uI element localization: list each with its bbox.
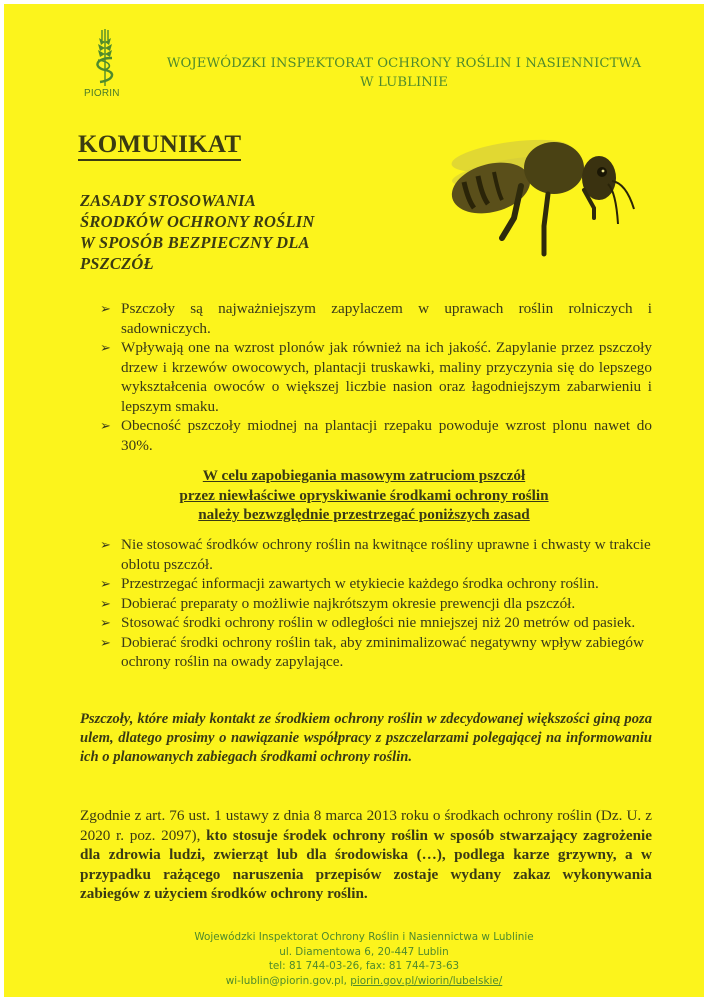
list-item [100, 574, 652, 594]
appeal-paragraph: Pszczoły, które miały kontakt ze środkiem ochrony roślin w zdecydowanej większości giną poza ulem, dlatego prosimy o nawiązanie współpracy z pszczelarzami polegającej na informowaniu ich o planowanych zabiegach środkami ochrony roślin. [80, 711, 652, 765]
list-item [100, 594, 652, 614]
arrow-bullet-icon: ➢ [100, 595, 111, 611]
subtitle-line: ŚRODKÓW OCHRONY ROŚLIN [80, 212, 315, 231]
legal-penalty: kto stosuje środek ochrony roślin w sposób stwarzający zagrożenie dla zdrowia ludzi, zwierząt lub dla środowiska (…), podlega karze grzywny, a w przypadku rażącego naruszenia przepisów zostaje wydany zakaz wykonywania zabiegów z użyciem środków ochrony roślin. [80, 826, 652, 902]
fact-text: Wpływają one na wzrost plonów jak również na ich jakość. Zapylanie przez pszczoły drzew i krzewów owocowych, plantacji truskawki, maliny przyczynia się do lepszego wykształcenia owoców o większej liczbie nasion oraz łagodniejszym zabarwieniu i lepszym smaku. [121, 339, 652, 415]
arrow-bullet-icon: ➢ [100, 301, 111, 316]
notice-line: należy bezwzględnie przestrzegać poniższych zasad [198, 506, 530, 523]
subtitle-line: PSZCZÓŁ [80, 254, 154, 273]
rules-list [100, 535, 652, 672]
rule-text: Stosować środki ochrony roślin w odległości nie mniejszej niż 20 metrów od pasiek. [121, 614, 636, 631]
document-subtitle [80, 190, 380, 274]
legal-paragraph [80, 806, 652, 904]
organization-name-line2: W LUBLINIE [360, 75, 448, 90]
arrow-bullet-icon: ➢ [100, 418, 111, 433]
footer-contact [144, 930, 584, 988]
arrow-bullet-icon: ➢ [100, 340, 111, 355]
logo-text: PIORIN [84, 88, 120, 99]
list-item [100, 633, 652, 672]
list-item [100, 416, 652, 455]
subtitle-line: ZASADY STOSOWANIA [80, 191, 256, 210]
arrow-bullet-icon: ➢ [100, 634, 111, 650]
footer-links [144, 974, 584, 989]
bee-image [436, 126, 636, 266]
list-item [100, 338, 652, 416]
wheat-caduceus-icon [82, 28, 128, 90]
legal-intro: Zgodnie z art. 76 ust. 1 ustawy z dnia 8 marca 2013 roku o środkach ochrony roślin (Dz. U. z 2020 r. poz. 2097), [80, 807, 652, 844]
footer-phone: tel: 81 744-03-26, fax: 81 744-73-63 [268, 960, 460, 972]
document-page [4, 4, 704, 997]
footer-address: ul. Diamentowa 6, 20-447 Lublin [279, 945, 449, 958]
warning-notice [124, 466, 604, 525]
facts-list [100, 299, 652, 455]
footer-org: Wojewódzki Inspektorat Ochrony Roślin i Nasiennictwa w Lublinie [194, 931, 534, 943]
rule-text: Przestrzegać informacji zawartych w etykiecie każdego środka ochrony roślin. [121, 575, 599, 592]
rule-text: Dobierać środki ochrony roślin tak, aby zminimalizować negatywny wpływ zabiegów ochrony roślin na owady zapylające. [121, 633, 644, 670]
notice-line: W celu zapobiegania masowym zatruciom pszczół [202, 467, 526, 484]
arrow-bullet-icon: ➢ [100, 537, 111, 552]
notice-line: przez niewłaściwe opryskiwanie środkami ochrony roślin [179, 486, 549, 504]
fact-text: Pszczoły są najważniejszym zapylaczem w uprawach roślin rolniczych i sadowniczych. [121, 300, 652, 337]
arrow-bullet-icon: ➢ [100, 615, 111, 630]
organization-name-line1: WOJEWÓDZKI INSPEKTORAT OCHRONY ROŚLIN I NASIENNICTWA [166, 56, 642, 71]
email-link[interactable]: wi-lublin@piorin.gov.pl [225, 974, 344, 987]
list-item [100, 299, 652, 338]
piorin-logo [82, 28, 128, 104]
rule-text: Dobierać preparaty o możliwie najkrótszym okresie prewencji dla pszczół. [121, 594, 576, 612]
fact-text: Obecność pszczoły miodnej na plantacji rzepaku powoduje wzrost plonu nawet do 30%. [121, 417, 652, 454]
organization-header [134, 54, 674, 92]
list-item [100, 535, 652, 574]
list-item [100, 613, 652, 633]
arrow-bullet-icon: ➢ [100, 576, 111, 591]
page-title: KOMUNIKAT [78, 131, 241, 161]
link-separator: , [343, 974, 351, 987]
subtitle-line: W SPOSÓB BEZPIECZNY DLA [80, 233, 310, 252]
rule-text: Nie stosować środków ochrony roślin na kwitnące rośliny uprawne i chwasty w trakcie oblotu pszczół. [121, 536, 651, 573]
website-link[interactable]: piorin.gov.pl/wiorin/lubelskie/ [350, 974, 503, 987]
